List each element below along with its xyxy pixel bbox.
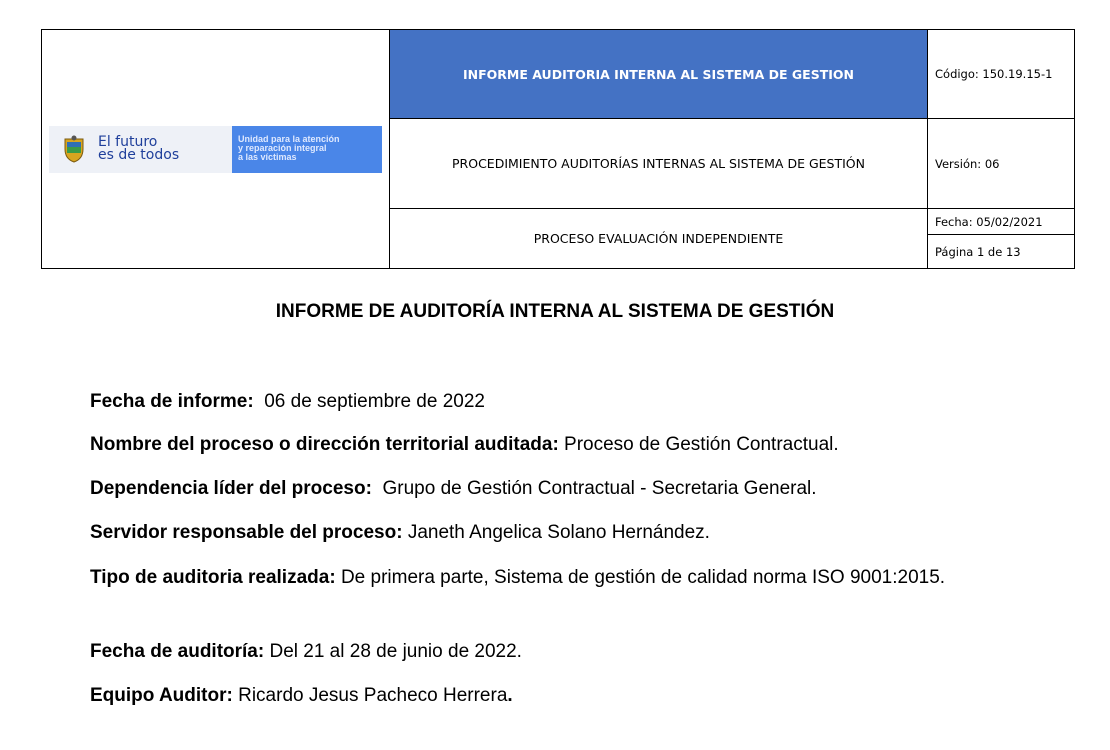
logo-left-block [49,126,232,173]
field-fecha-informe [90,391,1050,413]
field-value: 06 de septiembre de 2022 [264,391,485,412]
field-label: Fecha de informe: [90,391,254,412]
header-date: Fecha: 05/02/2021 [928,209,1074,235]
field-dependencia [90,478,1050,500]
logo-cell [42,30,390,268]
field-fecha-auditoria [90,641,1050,663]
logo-right-block [232,126,382,173]
field-label: Dependencia líder del proceso: [90,478,372,499]
field-value: Grupo de Gestión Contractual - Secretaria General. [382,478,817,499]
field-end-period: . [507,685,513,706]
coat-of-arms-icon [63,135,85,163]
field-value: Janeth Angelica Solano Hernández. [407,522,710,543]
header-procedure: PROCEDIMIENTO AUDITORÍAS INTERNAS AL SISTEMA DE GESTIÓN [390,119,928,209]
header-process: PROCESO EVALUACIÓN INDEPENDIENTE [390,209,928,268]
document-title: INFORME DE AUDITORÍA INTERNA AL SISTEMA DE GESTIÓN [275,301,835,322]
field-label: Nombre del proceso o dirección territorial auditada: [90,434,559,455]
field-tipo-auditoria [90,567,1050,589]
entity-logo [49,126,382,173]
field-value: De primera parte, Sistema de gestión de calidad norma ISO 9001:2015. [340,567,946,588]
header-page: Página 1 de 13 [935,244,1021,259]
field-equipo-auditor [90,685,1050,707]
header-code: Código: 150.19.15-1 [928,30,1074,119]
logo-slogan-line1: El futuro [98,134,158,150]
field-value: Ricardo Jesus Pacheco Herrera [238,685,508,706]
field-label: Fecha de auditoría: [90,641,265,662]
field-value: Del 21 al 28 de junio de 2022. [269,641,522,662]
field-nombre-proceso [90,434,1050,456]
field-label: Equipo Auditor: [90,685,233,706]
header-version: Versión: 06 [928,119,1074,209]
field-value: Proceso de Gestión Contractual. [564,434,839,455]
logo-slogan-line2: es de todos [98,147,180,163]
document-header-table [41,29,1075,269]
logo-entity-line3: a las víctimas [238,152,297,162]
header-report-title: INFORME AUDITORIA INTERNA AL SISTEMA DE GESTION [390,30,928,119]
field-label: Tipo de auditoria realizada: [90,567,336,588]
field-servidor [90,522,1050,544]
logo-entity-line1: Unidad para la atención [238,134,340,144]
field-label: Servidor responsable del proceso: [90,522,403,543]
logo-entity-line2: y reparación integral [238,143,327,153]
